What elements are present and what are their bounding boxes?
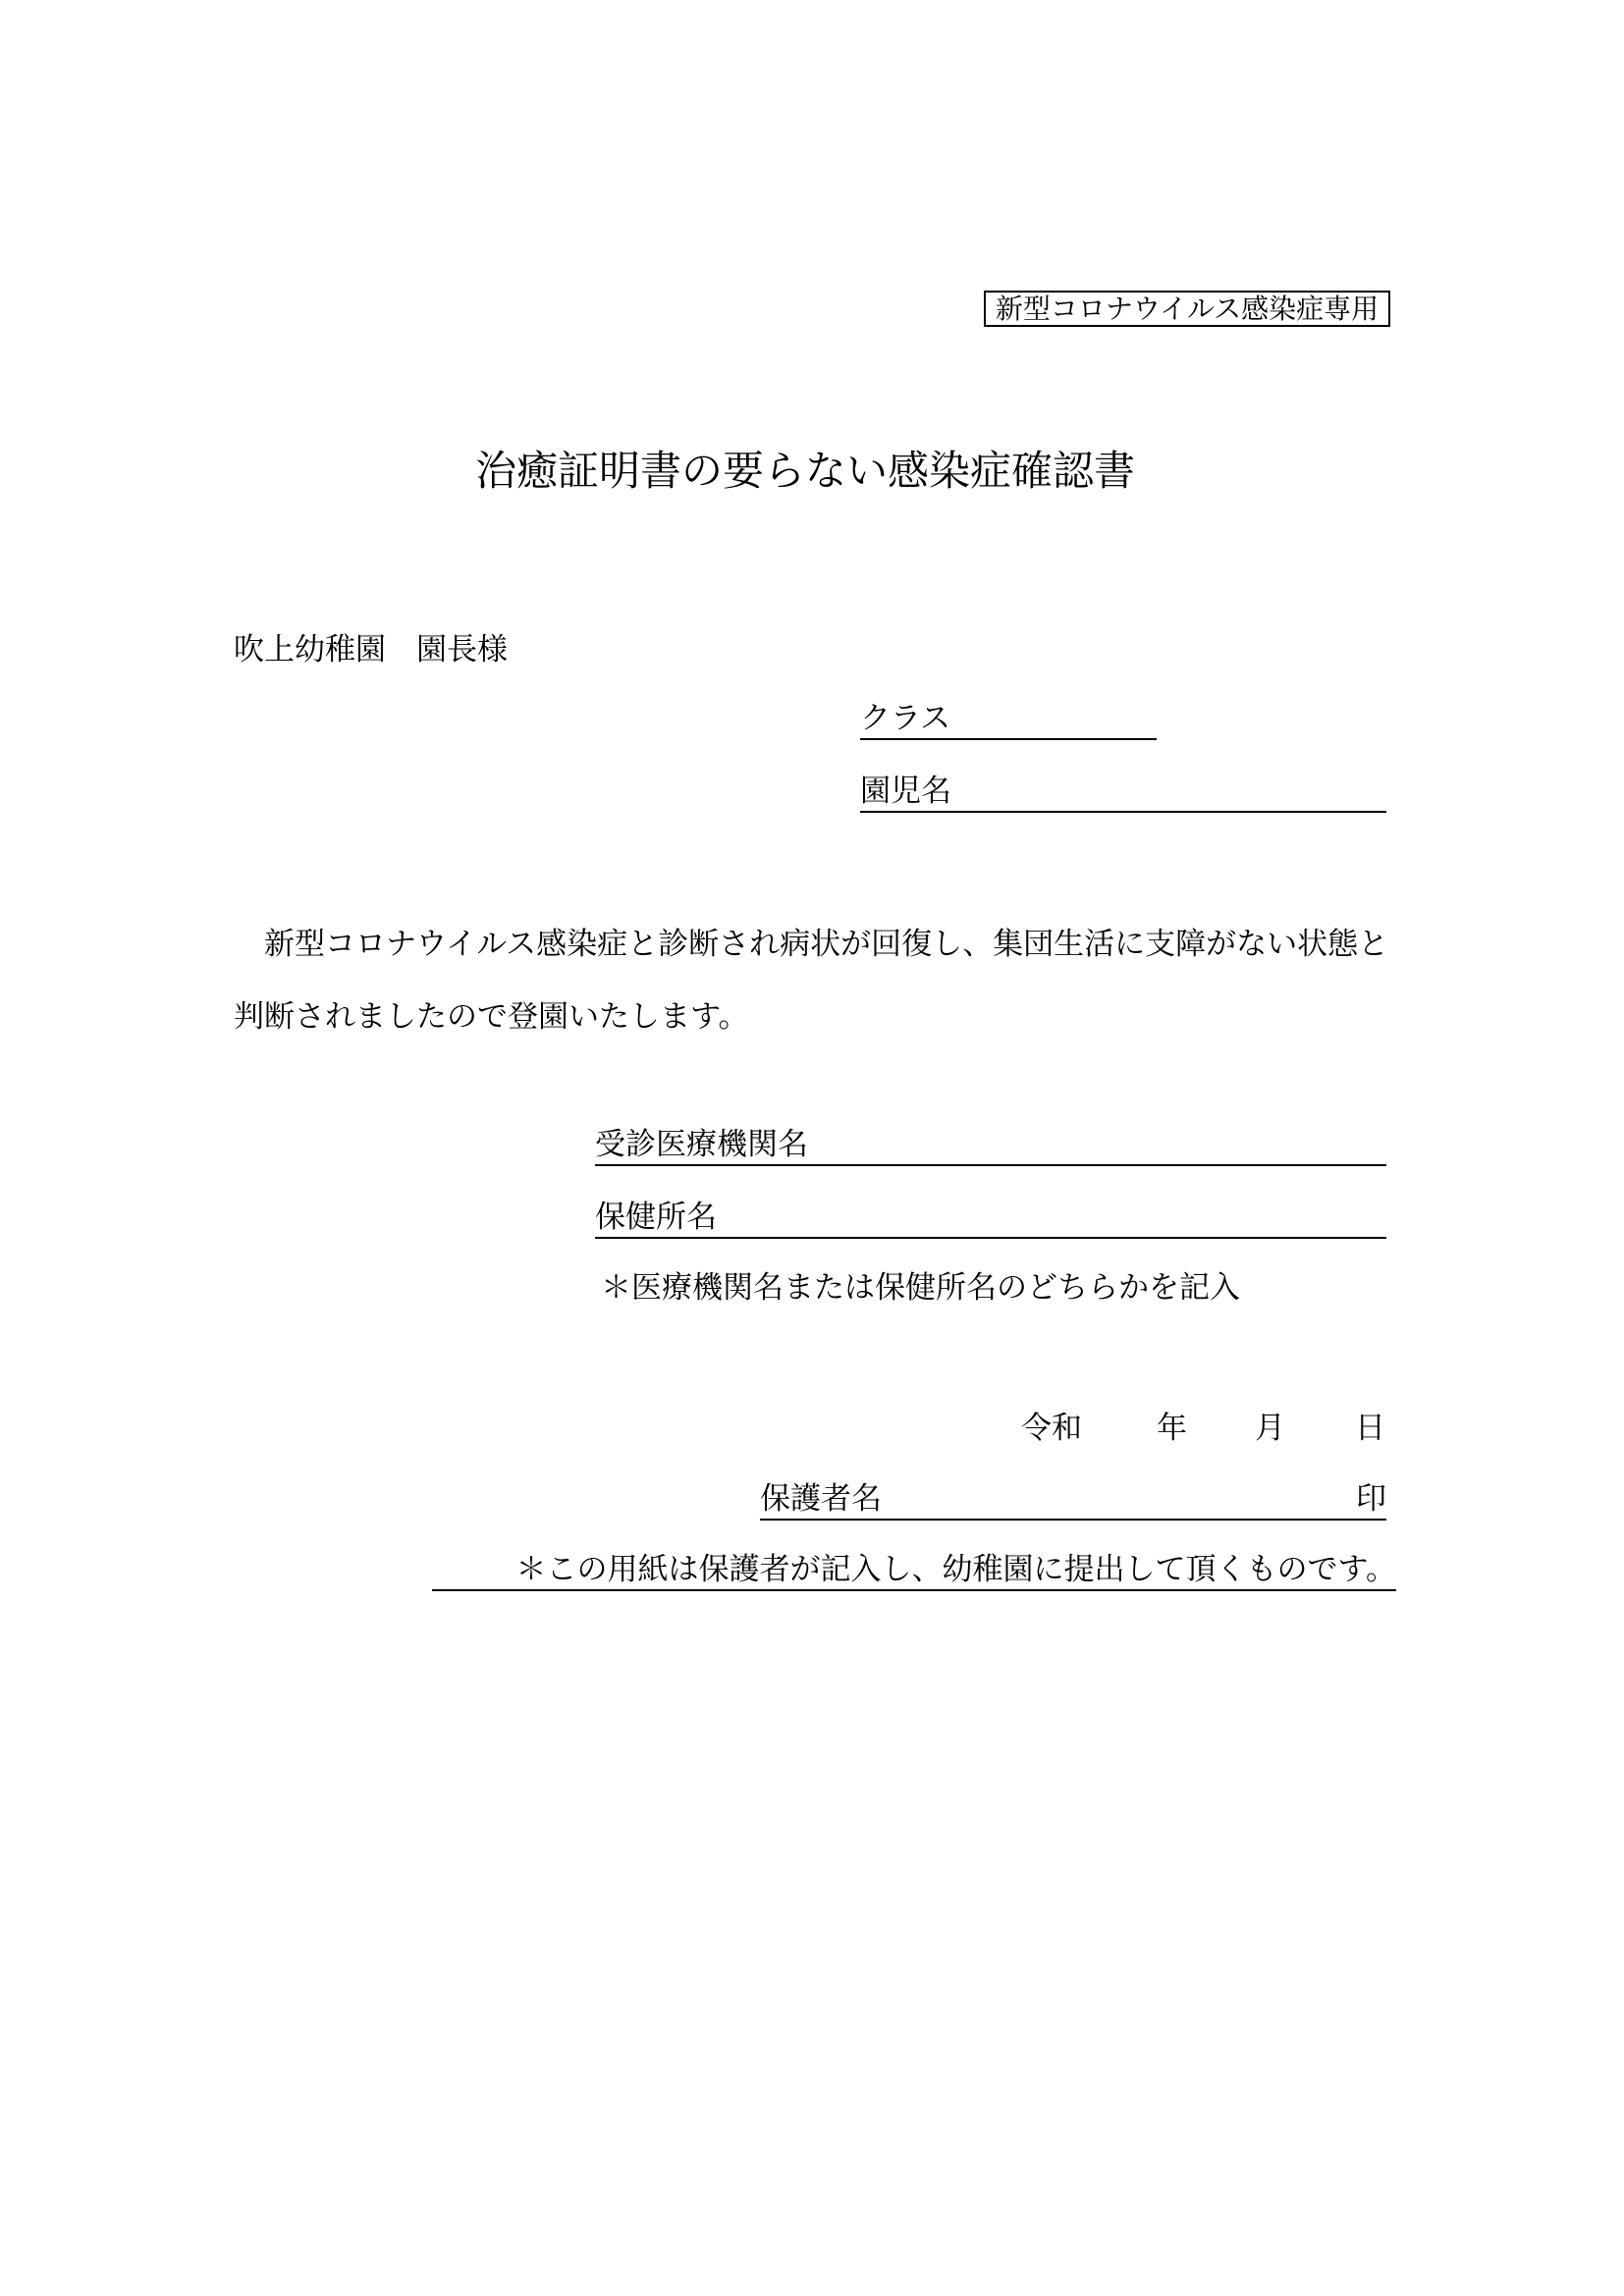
child-name-field[interactable]: [860, 770, 1386, 813]
covid-only-tag: 新型コロナウイルス感染症専用: [984, 291, 1390, 327]
date-day: 日: [1355, 1411, 1385, 1446]
clinic-name-label: 受診医療機関名: [595, 1127, 808, 1162]
date-month: 月: [1255, 1411, 1285, 1446]
addressee: 吹上幼稚園 園長様: [234, 632, 508, 667]
guardian-name-label: 保護者名: [760, 1481, 882, 1517]
footnote: ＊医療機関名または保健所名のどちらかを記入: [601, 1270, 1240, 1306]
page-title: 治癒証明書の要らない感染症確認書: [474, 447, 1135, 495]
date-era: 令和: [1021, 1411, 1082, 1446]
guardian-name-field[interactable]: [760, 1477, 1386, 1521]
class-field[interactable]: [860, 697, 1157, 740]
clinic-name-field[interactable]: [595, 1123, 1386, 1166]
health-center-label: 保健所名: [595, 1200, 717, 1235]
class-label: クラス: [860, 701, 951, 736]
body-text: 新型コロナウイルス感染症と診断され病状が回復し、集団生活に支障がない状態と判断されましたので登園いたします。: [234, 927, 1389, 1035]
date-year: 年: [1157, 1411, 1187, 1446]
submission-notice: ＊この用紙は保護者が記入し、幼稚園に提出して頂くものです。: [432, 1548, 1396, 1591]
health-center-field[interactable]: [595, 1196, 1386, 1239]
child-name-label: 園児名: [860, 774, 951, 809]
seal-label: 印: [1356, 1481, 1386, 1517]
